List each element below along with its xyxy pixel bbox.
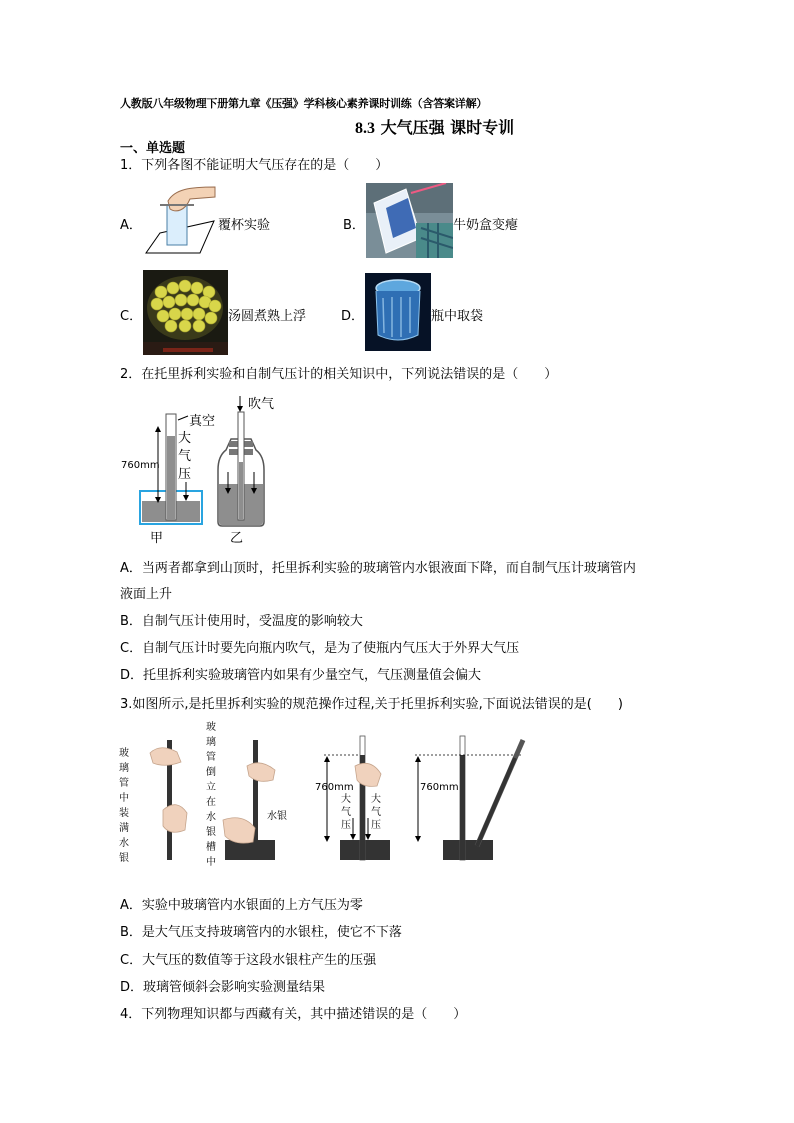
svg-text:水: 水 (119, 838, 129, 849)
svg-text:大: 大 (341, 794, 351, 805)
q2-label-qi: 气 (178, 449, 192, 464)
svg-text:银: 银 (206, 827, 216, 838)
page-title (355, 115, 514, 138)
question-4-stem: 4．下列物理知识都与西藏有关，其中描述错误的是（ ） (120, 1007, 467, 1022)
q1-option-d-label: 瓶中取袋 (431, 309, 484, 324)
q1-option-b-image (366, 183, 453, 258)
svg-text:气: 气 (371, 807, 381, 818)
svg-text:管: 管 (119, 778, 129, 789)
q2-option-b: B．自制气压计使用时，受温度的影响较大 (120, 614, 363, 629)
q3-step1-label (119, 746, 129, 864)
svg-text:中: 中 (119, 793, 129, 804)
svg-text:玻: 玻 (119, 748, 129, 759)
q3-step2-label (206, 720, 216, 868)
q3-label-760-b: 760mm (420, 782, 459, 793)
q3-air-pressure-left (341, 792, 351, 831)
q2-label-da: 大 (178, 431, 192, 446)
q2-figure (118, 394, 298, 549)
svg-text:气: 气 (341, 807, 351, 818)
question-3-stem: 3.如图所示,是托里拆利实验的规范操作过程,关于托里拆利实验,下面说法错误的是( ) (120, 697, 623, 712)
svg-text:立: 立 (206, 782, 216, 793)
q2-option-d: D．托里拆利实验玻璃管内如果有少量空气，气压测量值会偏大 (120, 668, 482, 683)
svg-text:大: 大 (371, 794, 381, 805)
svg-text:银: 银 (119, 853, 129, 864)
svg-text:玻: 玻 (206, 722, 216, 733)
q1-option-b-label: 牛奶盒变瘪 (453, 218, 519, 233)
svg-text:璃: 璃 (206, 737, 216, 748)
q1-option-b-letter: B． (343, 218, 365, 233)
q3-option-c: C．大气压的数值等于这段水银柱产生的压强 (120, 953, 377, 968)
q3-label-mercury: 水银 (267, 811, 287, 822)
q2-label-vacuum: 真空 (189, 414, 216, 429)
title-text: 大气压强 课时专训 (380, 118, 515, 137)
q3-figure (115, 718, 535, 868)
q2-label-760mm: 760mm (121, 460, 160, 471)
svg-text:在: 在 (206, 797, 216, 808)
q1-option-c-label: 汤圆煮熟上浮 (228, 309, 307, 324)
q3-option-d: D．玻璃管倾斜会影响实验测量结果 (120, 980, 326, 995)
q2-label-jia: 甲 (150, 531, 164, 546)
svg-text:水: 水 (206, 812, 216, 823)
q2-label-blow: 吹气 (248, 397, 275, 412)
q1-option-a-letter: A． (120, 218, 142, 233)
q3-label-760-a: 760mm (315, 782, 354, 793)
svg-text:压: 压 (371, 820, 381, 831)
svg-text:槽: 槽 (206, 842, 216, 853)
title-number: 8.3 (355, 120, 375, 137)
q1-option-a-label: 覆杯实验 (218, 218, 271, 233)
svg-text:装: 装 (119, 808, 129, 819)
q1-option-d-letter: D． (341, 309, 365, 324)
svg-text:倒: 倒 (206, 767, 216, 778)
q3-option-a: A．实验中玻璃管内水银面的上方气压为零 (120, 898, 363, 913)
q2-option-c: C．自制气压计时要先向瓶内吹气，是为了使瓶内气压大于外界大气压 (120, 641, 520, 656)
q1-option-a-image (140, 183, 218, 255)
svg-text:压: 压 (341, 820, 351, 831)
q1-option-d-image (365, 273, 431, 351)
svg-text:中: 中 (206, 857, 216, 868)
q1-option-c-letter: C． (120, 309, 143, 324)
question-1-stem: 1．下列各图不能证明大气压存在的是（ ） (120, 158, 389, 173)
q2-label-yi: 乙 (230, 531, 244, 546)
question-2-stem: 2．在托里拆利实验和自制气压计的相关知识中，下列说法错误的是（ ） (120, 367, 558, 382)
svg-text:管: 管 (206, 752, 216, 763)
svg-text:满: 满 (119, 823, 129, 834)
q2-option-a-line2: 液面上升 (120, 587, 173, 602)
q3-air-pressure-right (371, 792, 381, 831)
q3-option-b: B．是大气压支持玻璃管内的水银柱，使它不下落 (120, 925, 402, 940)
section-heading: 一、单选题 (120, 141, 186, 156)
q2-option-a-line1: A．当两者都拿到山顶时，托里拆利实验的玻璃管内水银液面下降，而自制气压计玻璃管内 (120, 561, 636, 576)
svg-text:璃: 璃 (119, 763, 129, 774)
q2-label-ya: 压 (178, 467, 192, 482)
document-header: 人教版八年级物理下册第九章《压强》学科核心素养课时训练（含答案详解） (120, 97, 488, 110)
q1-option-c-image (143, 270, 228, 355)
